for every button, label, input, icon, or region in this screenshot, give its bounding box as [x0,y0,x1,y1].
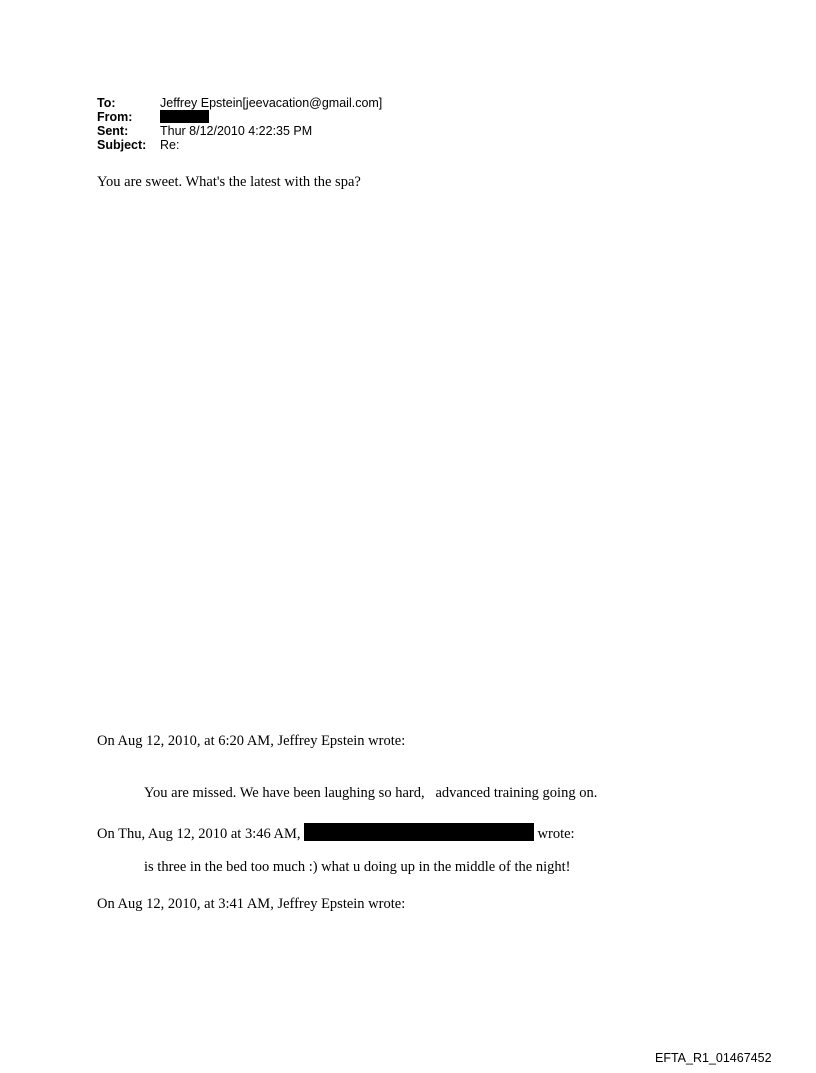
email-body: You are sweet. What's the latest with the spa? [97,174,361,190]
sent-label: Sent: [97,124,129,138]
quote-body-1: You are missed. We have been laughing so hard, advanced training going on. [144,785,598,801]
quote-intro-2-after: wrote: [537,826,575,842]
quote-intro-1: On Aug 12, 2010, at 6:20 AM, Jeffrey Epstein wrote: [97,733,406,749]
document-id: EFTA_R1_01467452 [655,1051,772,1065]
redaction-box [160,110,209,123]
email-header [97,96,382,152]
quote-intro-2 [97,823,575,843]
subject-label: Subject: [97,138,147,152]
quote-body-2: is three in the bed too much :) what u doing up in the middle of the night! [144,859,571,875]
redaction-box [304,823,534,841]
header-from-row [97,110,382,124]
to-label: To: [97,96,116,110]
quote-intro-3: On Aug 12, 2010, at 3:41 AM, Jeffrey Epstein wrote: [97,896,406,912]
from-label: From: [97,110,133,124]
header-sent-row [97,124,382,138]
sent-value: Thur 8/12/2010 4:22:35 PM [160,124,313,138]
header-subject-row [97,138,382,152]
quote-intro-2-before: On Thu, Aug 12, 2010 at 3:46 AM, [97,826,301,842]
header-to-row [97,96,382,110]
subject-value: Re: [160,138,180,152]
to-value: Jeffrey Epstein[jeevacation@gmail.com] [160,96,383,110]
